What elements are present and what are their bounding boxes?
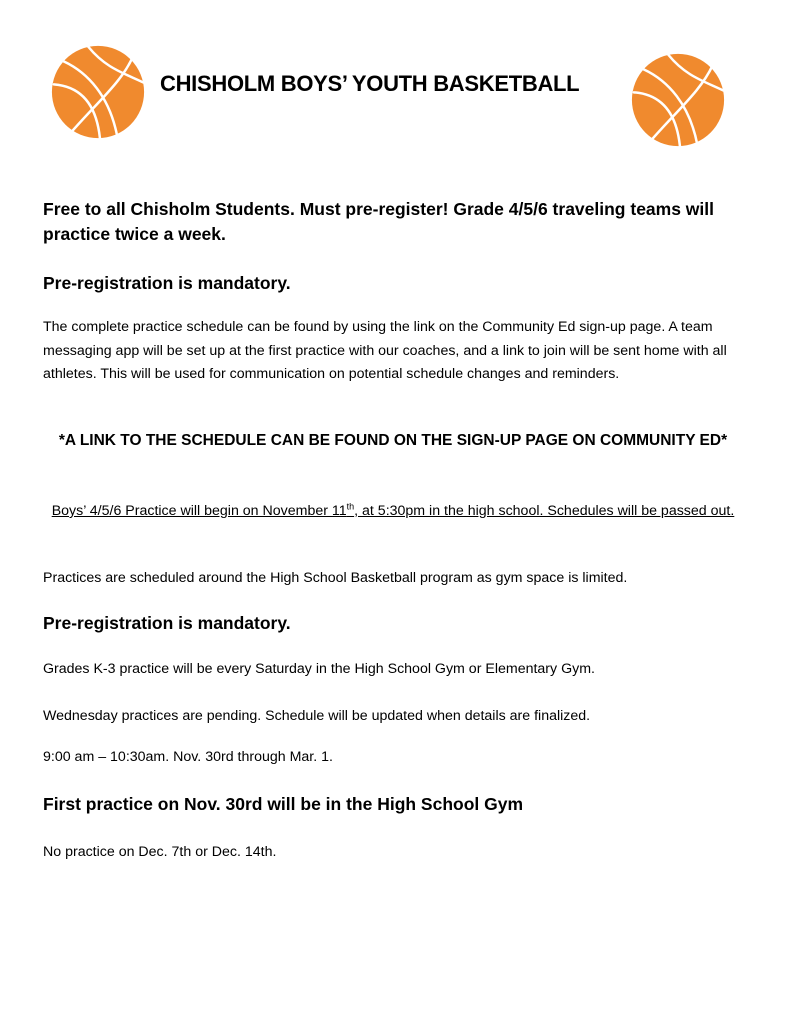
preregistration-heading: Pre-registration is mandatory. bbox=[43, 273, 291, 293]
wednesday-practice-note: Wednesday practices are pending. Schedule will be updated when details are finalized. bbox=[43, 708, 591, 724]
practice-start-text: Boys’ 4/5/6 Practice will begin on November 11 bbox=[51, 503, 347, 519]
lead-paragraph: Free to all Chisholm Students. Must pre-register! Grade 4/5/6 traveling teams will practice twice a week. bbox=[43, 199, 715, 244]
schedule-paragraph: The complete practice schedule can be found by using the link on the Community Ed sign-up page. A team messaging app will be set up at the first practice with our coaches, and a link to join will be sent home with all athletes. This will be used for communication on potential schedule changes and reminders. bbox=[43, 319, 727, 382]
basketball-icon-graphic bbox=[50, 44, 146, 140]
basketball-icon-graphic bbox=[630, 52, 726, 148]
practice-start-notice bbox=[43, 500, 743, 523]
gym-space-note: Practices are scheduled around the High School Basketball program as gym space is limited. bbox=[43, 570, 628, 586]
no-practice-note: No practice on Dec. 7th or Dec. 14th. bbox=[43, 844, 277, 860]
first-practice-heading: First practice on Nov. 30rd will be in the High School Gym bbox=[43, 794, 524, 814]
practice-times: 9:00 am – 10:30am. Nov. 30rd through Mar. 1. bbox=[43, 749, 333, 765]
basketball-icon-right bbox=[630, 52, 726, 148]
page-title: CHISHOLM BOYS’ YOUTH BASKETBALL bbox=[160, 71, 580, 96]
basketball-icon-left bbox=[50, 44, 146, 140]
practice-start-ordinal: th bbox=[346, 501, 355, 512]
schedule-link-notice: *A LINK TO THE SCHEDULE CAN BE FOUND ON THE SIGN-UP PAGE ON COMMUNITY ED* bbox=[58, 432, 728, 449]
k3-practice-note: Grades K-3 practice will be every Saturday in the High School Gym or Elementary Gym. bbox=[43, 661, 595, 677]
preregistration-heading-repeat: Pre-registration is mandatory. bbox=[43, 613, 291, 633]
practice-start-text-rest: , at 5:30pm in the high school. Schedules will be passed out. bbox=[354, 503, 735, 519]
